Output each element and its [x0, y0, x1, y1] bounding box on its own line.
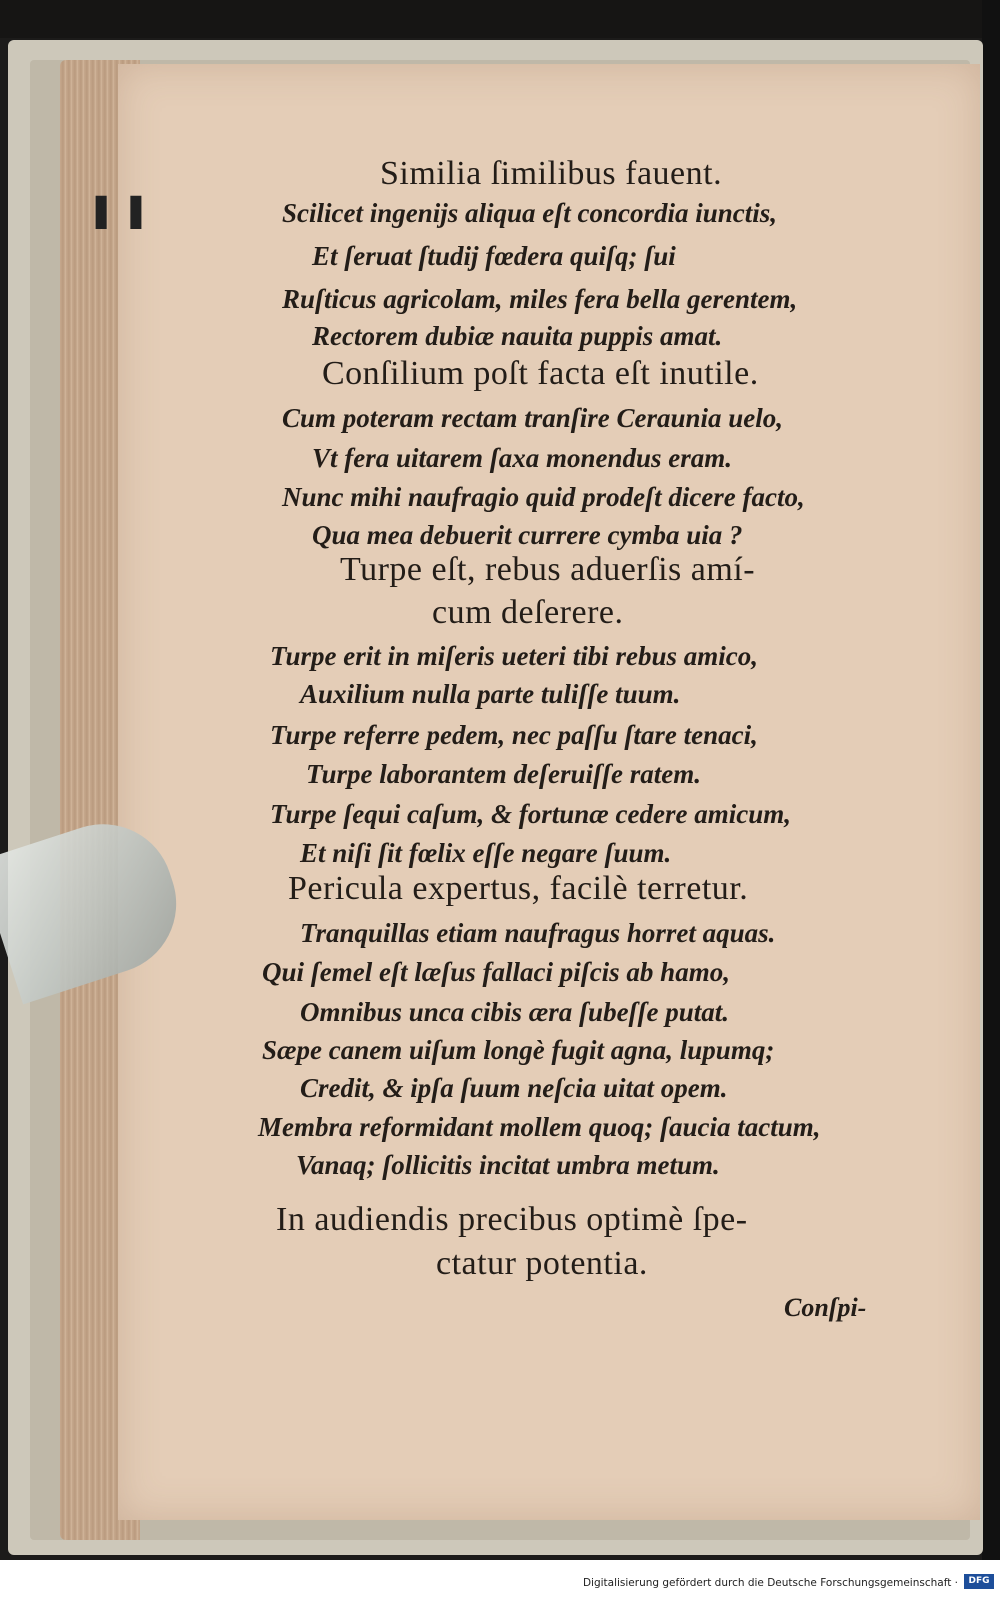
- verse-line: Turpe laborantem deſeruiſſe ratem.: [306, 759, 701, 789]
- scan-background-top: [0, 0, 1000, 38]
- verse-line: Turpe referre pedem, nec paſſu ſtare tenaci,: [270, 720, 758, 750]
- verse-line: Omnibus unca cibis æra ſubeſſe putat.: [300, 997, 730, 1027]
- digitization-credit: Digitalisierung gefördert durch die Deutsche Forschungsgemeinschaft ·: [582, 1577, 958, 1589]
- verse-line: Tranquillas etiam naufragus horret aquas.: [300, 918, 776, 948]
- verse-line: Nunc mihi naufragio quid prodeſt dicere facto,: [282, 482, 805, 512]
- verse-line: Vanaq; ſollicitis incitat umbra metum.: [296, 1150, 720, 1180]
- scan-background-right: [982, 0, 1000, 1560]
- heading-line: Pericula expertus, facilè terretur.: [288, 870, 749, 907]
- verse-line: Et ſeruat ſtudij fœdera quiſq; ſui: [312, 241, 676, 271]
- heading-line: cum deſerere.: [432, 594, 624, 631]
- verse-line: Qui ſemel eſt læſus fallaci piſcis ab hamo,: [262, 957, 730, 987]
- heading-line: Turpe eſt, rebus aduerſis amí-: [340, 551, 756, 588]
- dfg-logo: DFG: [964, 1574, 994, 1589]
- verse-line: Membra reformidant mollem quoq; ſaucia tactum,: [258, 1112, 821, 1142]
- verse-line: Sæpe canem uiſum longè fugit agna, lupumq;: [262, 1035, 775, 1065]
- verse-line: Ruſticus agricolam, miles fera bella gerentem,: [282, 284, 798, 314]
- verse-line: Scilicet ingenijs aliqua eſt concordia iunctis,: [282, 198, 778, 228]
- margin-marks: ▌▐: [96, 196, 144, 229]
- verse-line: Turpe ſequi caſum, & fortunæ cedere amicum,: [270, 799, 791, 829]
- verse-line: Credit, & ipſa ſuum neſcia uitat opem.: [300, 1073, 728, 1103]
- verse-line: Qua mea debuerit currere cymba uia ?: [312, 520, 743, 550]
- verse-line: Turpe erit in miſeris ueteri tibi rebus amico,: [270, 641, 759, 671]
- heading-line: Conſilium poſt facta eſt inutile.: [322, 355, 759, 392]
- heading-line: Similia ſimilibus fauent.: [380, 155, 723, 192]
- catchword: Conſpi-: [784, 1293, 867, 1322]
- verse-line: Auxilium nulla parte tuliſſe tuum.: [300, 679, 681, 709]
- verse-line: Cum poteram rectam tranſire Ceraunia uelo,: [282, 403, 784, 433]
- verse-line: Rectorem dubiæ nauita puppis amat.: [312, 321, 723, 351]
- heading-line: In audiendis precibus optimè ſpe-: [276, 1201, 748, 1238]
- verse-line: Et niſi ſit fœlix eſſe negare ſuum.: [300, 838, 672, 868]
- heading-line: ctatur potentia.: [436, 1245, 648, 1282]
- verse-line: Vt fera uitarem ſaxa monendus eram.: [312, 443, 733, 473]
